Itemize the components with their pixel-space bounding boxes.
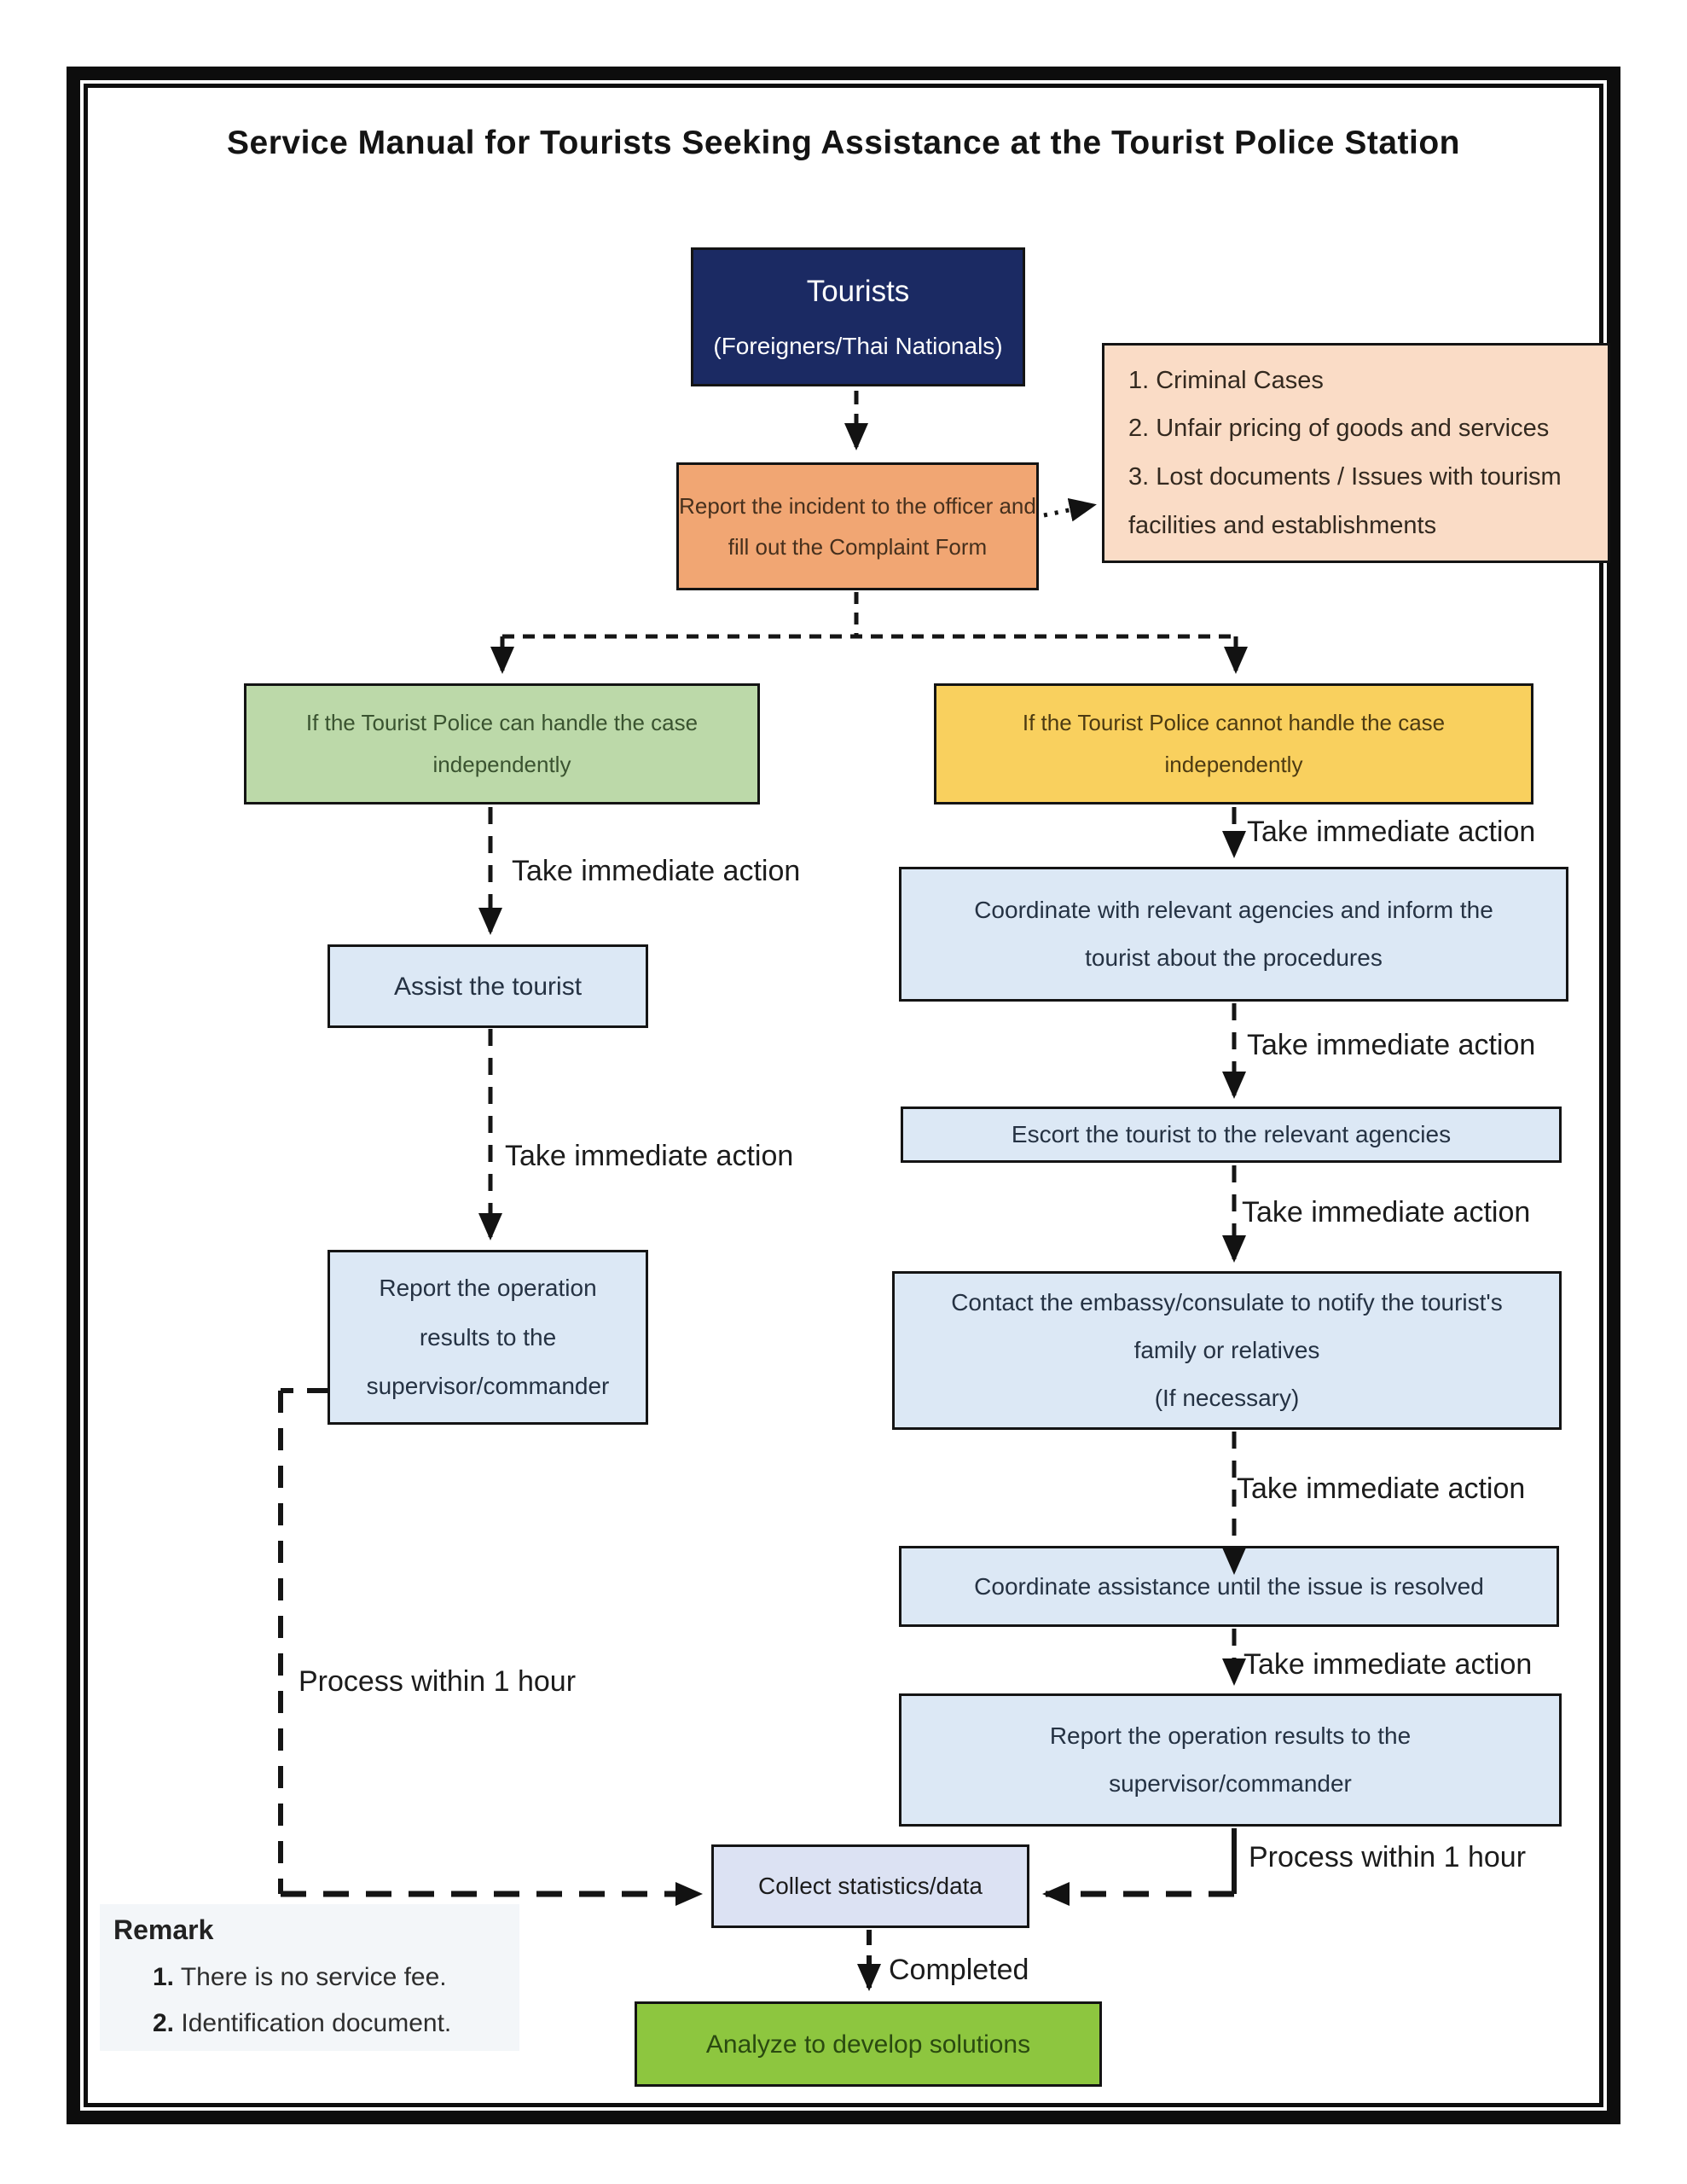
- report-results-right-text: Report the operation results to the supervisor/commander: [1049, 1722, 1412, 1797]
- remark-item-number: 2.: [153, 2009, 175, 2037]
- page-title: Service Manual for Tourists Seeking Assistance at the Tourist Police Station: [227, 125, 1460, 161]
- edge-label-take-action: Take immediate action: [1237, 1472, 1526, 1505]
- remark-item: [153, 1963, 506, 1992]
- contact-embassy-text: Contact the embassy/consulate to notify the tourist's family or relatives: [951, 1289, 1503, 1363]
- resolve-node: [899, 1546, 1559, 1627]
- remark-heading: Remark: [113, 1914, 214, 1945]
- case-type-item: 3. Lost documents / Issues with tourism facilities and establishments: [1128, 463, 1562, 539]
- remark-panel: [100, 1904, 519, 2051]
- analyze-text: Analyze to develop solutions: [705, 2030, 1031, 2059]
- coordinate-agencies-node: [899, 867, 1568, 1002]
- escort-text: Escort the tourist to the relevant agencies: [1011, 1121, 1452, 1148]
- resolve-text: Coordinate assistance until the issue is resolved: [974, 1572, 1484, 1600]
- escort-node: [901, 1107, 1562, 1163]
- remark-item-number: 1.: [153, 1963, 175, 1991]
- edge-label-take-action: Take immediate action: [1244, 1648, 1533, 1681]
- remark-item-text: There is no service fee.: [180, 1963, 447, 1991]
- edge-label-take-action: Take immediate action: [1247, 816, 1536, 848]
- case-type-item: 1. Criminal Cases: [1128, 366, 1324, 394]
- edge-label-process-1-hour: Process within 1 hour: [1249, 1841, 1527, 1873]
- report-results-right-node: [899, 1693, 1562, 1827]
- report-results-left-text: Report the operation results to the supervisor/commander: [366, 1275, 610, 1400]
- can-handle-node: [244, 683, 760, 804]
- tourists-title: Tourists: [806, 274, 910, 308]
- assist-tourist-text: Assist the tourist: [393, 972, 583, 1001]
- tourists-subtitle: (Foreigners/Thai Nationals): [713, 332, 1003, 359]
- contact-embassy-note: (If necessary): [1154, 1385, 1300, 1411]
- coordinate-agencies-text: Coordinate with relevant agencies and inform the tourist about the procedures: [974, 897, 1493, 971]
- contact-embassy-node: [892, 1271, 1562, 1430]
- report-incident-node: [676, 462, 1039, 590]
- edge-label-process-1-hour: Process within 1 hour: [299, 1665, 577, 1698]
- tourists-node: [691, 247, 1025, 386]
- analyze-node: [635, 2001, 1102, 2087]
- edge-label-take-action: Take immediate action: [1247, 1029, 1536, 1061]
- collect-statistics-node: [711, 1844, 1029, 1928]
- report-incident-text: Report the incident to the officer and fill out the Complaint Form: [679, 492, 1036, 560]
- case-types-node: [1102, 343, 1610, 563]
- remark-item: [153, 2009, 506, 2038]
- edge-label-take-action: Take immediate action: [1242, 1196, 1531, 1228]
- cannot-handle-text: If the Tourist Police cannot handle the case independently: [1022, 709, 1446, 777]
- collect-statistics-text: Collect statistics/data: [758, 1873, 983, 1900]
- remark-item-text: Identification document.: [181, 2009, 452, 2037]
- edge-label-completed: Completed: [889, 1954, 1029, 1986]
- cannot-handle-node: [934, 683, 1533, 804]
- report-results-left-node: [328, 1250, 648, 1425]
- assist-tourist-node: [328, 944, 648, 1028]
- edge-label-take-action: Take immediate action: [512, 855, 801, 887]
- edge-label-take-action: Take immediate action: [505, 1140, 794, 1172]
- case-type-item: 2. Unfair pricing of goods and services: [1128, 415, 1550, 443]
- can-handle-text: If the Tourist Police can handle the case independently: [305, 709, 699, 777]
